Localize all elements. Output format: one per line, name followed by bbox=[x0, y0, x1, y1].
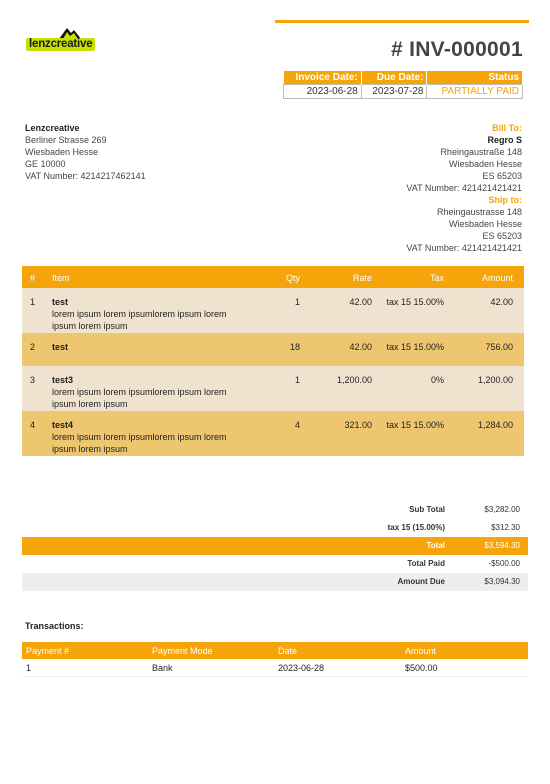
bill-to-name: Regro S bbox=[487, 135, 522, 145]
amount-due-label: Amount Due bbox=[397, 577, 445, 586]
logo-text: lenzcreative bbox=[26, 38, 95, 51]
bill-to-line: Rheingaustraße 148 bbox=[440, 147, 522, 157]
row-amount: 1,284.00 bbox=[477, 420, 513, 430]
row-num: 4 bbox=[30, 420, 36, 430]
due-date: 2023-07-28 bbox=[361, 85, 427, 99]
row-num: 2 bbox=[30, 342, 36, 352]
col-date-header: Date bbox=[278, 646, 298, 656]
transactions-title: Transactions: bbox=[25, 621, 84, 631]
items-table-header bbox=[22, 266, 524, 288]
subtotal-value: $3,282.00 bbox=[484, 505, 520, 514]
item-description: lorem ipsum lorem ipsumlorem ipsum lorem ipsum lorem ipsum bbox=[52, 432, 227, 454]
bill-to-vat: VAT Number: 421421421421 bbox=[406, 183, 522, 193]
invoice-date: 2023-06-28 bbox=[284, 85, 362, 99]
bill-to-line: ES 65203 bbox=[482, 171, 522, 181]
row-rate: 42.00 bbox=[349, 342, 372, 352]
ship-to-line: Rheingaustrasse 148 bbox=[436, 207, 522, 217]
row-amount: 42.00 bbox=[490, 297, 513, 307]
company-address-line: Wiesbaden Hesse bbox=[25, 147, 99, 157]
row-tax: tax 15 15.00% bbox=[386, 342, 444, 352]
total-row bbox=[22, 537, 528, 555]
status-badge: PARTIALLY PAID bbox=[427, 85, 523, 99]
payment-number: 1 bbox=[26, 663, 32, 673]
company-name: Lenzcreative bbox=[25, 123, 80, 133]
row-item bbox=[52, 341, 252, 353]
subtotal-label: Sub Total bbox=[409, 505, 445, 514]
row-qty: 1 bbox=[294, 297, 300, 307]
row-amount: 756.00 bbox=[485, 342, 513, 352]
amount-due-row bbox=[22, 573, 528, 591]
payment-mode: Bank bbox=[152, 663, 173, 673]
item-name: test bbox=[52, 342, 69, 352]
transaction-row bbox=[22, 659, 528, 677]
recipient-block bbox=[406, 122, 522, 254]
row-qty: 1 bbox=[294, 375, 300, 385]
row-item bbox=[52, 374, 252, 410]
company-address-line: GE 10000 bbox=[25, 159, 66, 169]
col-num-header: # bbox=[30, 273, 36, 283]
totals-block bbox=[22, 501, 528, 591]
tax-row bbox=[22, 519, 528, 537]
transactions-header bbox=[22, 642, 528, 659]
total-label: Total bbox=[426, 541, 445, 550]
bill-to-line: Wiesbaden Hesse bbox=[448, 159, 522, 169]
row-qty: 4 bbox=[294, 420, 300, 430]
payment-amount: $500.00 bbox=[405, 663, 438, 673]
row-amount: 1,200.00 bbox=[477, 375, 513, 385]
header-rule bbox=[275, 20, 529, 23]
total-value: $3,594.30 bbox=[484, 541, 520, 550]
total-paid-label: Total Paid bbox=[407, 559, 445, 568]
item-description: lorem ipsum lorem ipsumlorem ipsum lorem ipsum lorem ipsum bbox=[52, 309, 227, 331]
amount-due-value: $3,094.30 bbox=[484, 577, 520, 586]
col-amount-header: Amount bbox=[405, 646, 437, 656]
row-item bbox=[52, 296, 252, 332]
item-name: test3 bbox=[52, 375, 74, 385]
col-mode-header: Payment Mode bbox=[152, 646, 213, 656]
invoice-date-label: Invoice Date: bbox=[284, 71, 362, 85]
ship-to-label: Ship to: bbox=[488, 195, 522, 205]
table-row bbox=[22, 288, 524, 333]
transactions-table bbox=[22, 642, 528, 677]
row-rate: 42.00 bbox=[349, 297, 372, 307]
ship-to-line: Wiesbaden Hesse bbox=[448, 219, 522, 229]
row-tax: tax 15 15.00% bbox=[386, 420, 444, 430]
company-vat: VAT Number: 4214217462141 bbox=[25, 171, 146, 181]
row-rate: 321.00 bbox=[344, 420, 372, 430]
col-qty-header: Qty bbox=[285, 273, 300, 283]
row-item bbox=[52, 419, 252, 455]
col-tax-header: Tax bbox=[429, 273, 444, 283]
row-tax: 0% bbox=[430, 375, 444, 385]
total-paid-row bbox=[22, 555, 528, 573]
tax-value: $312.30 bbox=[491, 523, 520, 532]
col-rate-header: Rate bbox=[352, 273, 372, 283]
ship-to-line: ES 65203 bbox=[482, 231, 522, 241]
row-qty: 18 bbox=[289, 342, 300, 352]
item-name: test bbox=[52, 297, 69, 307]
company-address bbox=[25, 122, 146, 182]
tax-label: tax 15 (15.00%) bbox=[387, 523, 445, 532]
invoice-meta-table bbox=[283, 71, 523, 99]
company-address-line: Berliner Strasse 269 bbox=[25, 135, 107, 145]
due-date-label: Due Date: bbox=[361, 71, 427, 85]
item-name: test4 bbox=[52, 420, 74, 430]
col-item-header: Item bbox=[52, 273, 70, 283]
row-tax: tax 15 15.00% bbox=[386, 297, 444, 307]
status-label: Status bbox=[427, 71, 523, 85]
subtotal-row bbox=[22, 501, 528, 519]
payment-date: 2023-06-28 bbox=[278, 663, 325, 673]
table-row bbox=[22, 411, 524, 456]
row-num: 1 bbox=[30, 297, 36, 307]
table-row bbox=[22, 366, 524, 411]
items-table bbox=[22, 266, 524, 456]
company-logo bbox=[26, 27, 116, 53]
total-paid-value: -$500.00 bbox=[488, 559, 520, 568]
row-rate: 1,200.00 bbox=[336, 375, 372, 385]
col-payment-header: Payment # bbox=[26, 646, 70, 656]
ship-to-vat: VAT Number: 421421421421 bbox=[406, 243, 522, 253]
bill-to-label: Bill To: bbox=[492, 123, 522, 133]
item-description: lorem ipsum lorem ipsumlorem ipsum lorem ipsum lorem ipsum bbox=[52, 387, 227, 409]
row-num: 3 bbox=[30, 375, 36, 385]
table-row bbox=[22, 333, 524, 366]
col-amount-header: Amount bbox=[481, 273, 513, 283]
invoice-number: # INV-000001 bbox=[390, 38, 523, 61]
